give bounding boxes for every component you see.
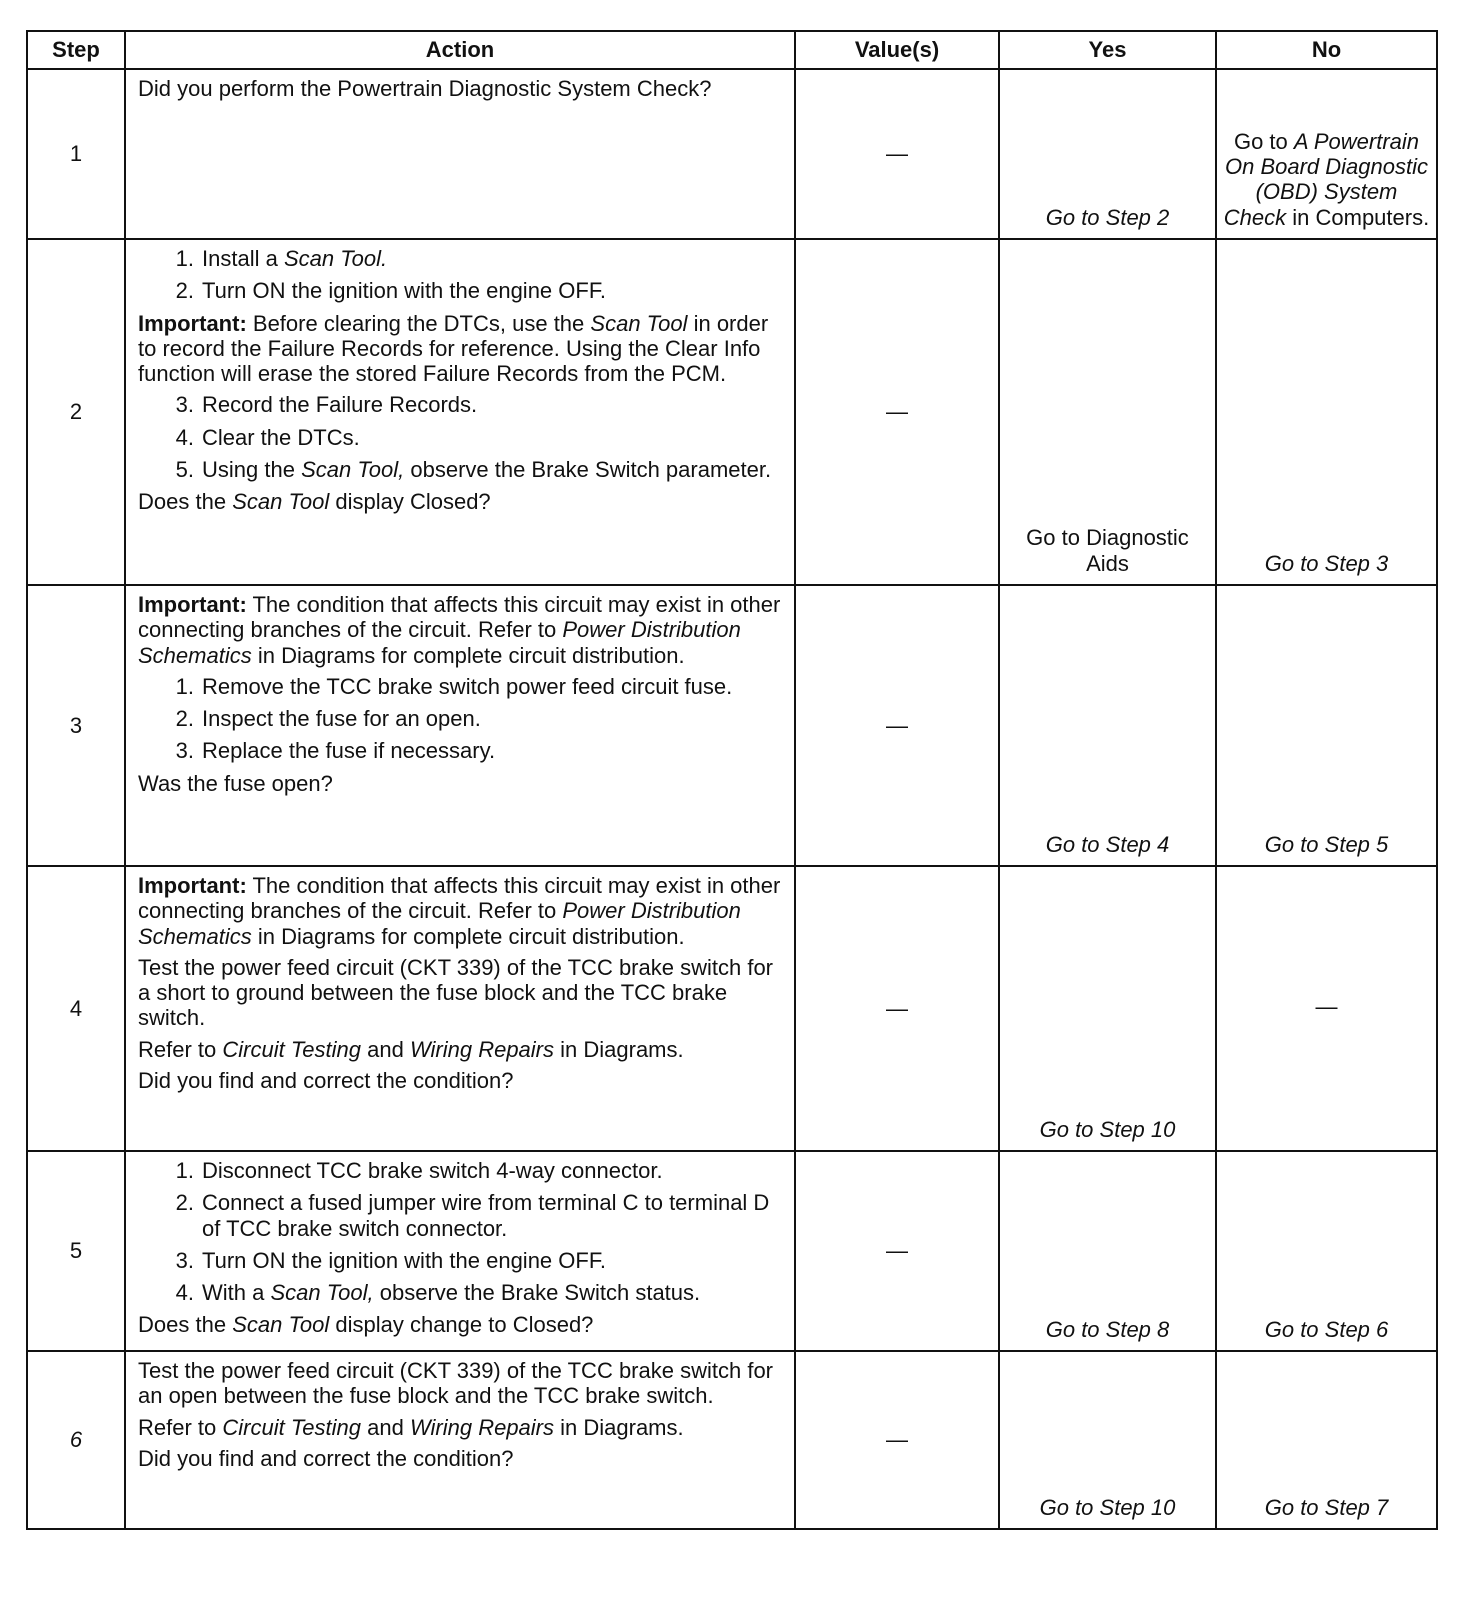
step-number: 3 [27,585,125,866]
list-item: 4. With a Scan Tool, observe the Brake Switch status. [175,1280,701,1306]
header-no: No [1216,31,1437,69]
step-number: 5 [27,1151,125,1351]
table-row [27,1351,1437,1529]
table-row [27,1151,1437,1351]
reference-note: Refer to Circuit Testing and Wiring Repairs in Diagrams. [138,1414,684,1440]
step-number: 4 [27,866,125,1151]
header-values: Value(s) [795,31,999,69]
list-item: 2. Turn ON the ignition with the engine OFF. [175,278,606,304]
yes-cell: Go to Diagnostic Aids [999,239,1216,585]
list-item: 3. Record the Failure Records. [175,392,478,418]
action-question: Does the Scan Tool display Closed? [138,489,491,515]
no-cell: Go to A Powertrain On Board Diagnostic (OBD) System Check in Computers. [1216,69,1437,239]
list-item: 5. Using the Scan Tool, observe the Brake Switch parameter. [175,457,772,483]
list-item: 2. Inspect the fuse for an open. [175,706,481,732]
table-row [27,585,1437,866]
no-cell: Go to Step 3 [1216,239,1437,585]
table-row [27,866,1437,1151]
yes-cell: Go to Step 4 [999,585,1216,866]
list-item: 1. Remove the TCC brake switch power feed circuit fuse. [175,673,733,699]
no-cell: — [1216,866,1437,1151]
yes-cell: Go to Step 10 [999,1351,1216,1529]
table-row [27,239,1437,585]
value-cell: — [795,69,999,239]
action-cell [125,866,795,1151]
value-cell: — [795,1351,999,1529]
table-row [27,69,1437,239]
action-paragraph: Test the power feed circuit (CKT 339) of the TCC brake switch for a short to ground between the fuse block and the TCC brake switch. [138,954,774,1031]
action-question: Did you perform the Powertrain Diagnostic System Check? [138,76,712,101]
important-note: Important: The condition that affects this circuit may exist in other connecting branches of the circuit. Refer to Power Distribution Schematics in Diagrams for complete circuit distribution. [138,873,781,949]
list-item: 1. Disconnect TCC brake switch 4-way connector. [175,1158,663,1183]
list-item: 1. Install a Scan Tool. [175,246,388,271]
value-cell: — [795,1151,999,1351]
diagnostic-table [26,30,1438,1530]
no-cell: Go to Step 7 [1216,1351,1437,1529]
action-question: Did you find and correct the condition? [138,1445,514,1471]
action-question: Was the fuse open? [138,770,333,796]
action-cell [125,69,795,239]
action-cell [125,1151,795,1351]
value-cell: — [795,866,999,1151]
step-number: 2 [27,239,125,585]
important-note: Important: The condition that affects this circuit may exist in other connecting branches of the circuit. Refer to Power Distribution Schematics in Diagrams for complete circuit distribution. [138,592,781,668]
list-item: 4. Clear the DTCs. [175,424,360,450]
no-cell: Go to Step 6 [1216,1151,1437,1351]
header-step: Step [27,31,125,69]
list-item: 2. Connect a fused jumper wire from terminal C to terminal D of TCC brake switch connector. [175,1190,770,1241]
list-item: 3. Replace the fuse if necessary. [175,738,496,764]
step-number: 1 [27,69,125,239]
action-question: Does the Scan Tool display change to Closed? [138,1312,594,1338]
list-item: 3. Turn ON the ignition with the engine OFF. [175,1247,606,1273]
action-paragraph: Test the power feed circuit (CKT 339) of the TCC brake switch for an open between the fuse block and the TCC brake switch. [138,1358,774,1409]
no-cell: Go to Step 5 [1216,585,1437,866]
action-cell [125,239,795,585]
value-cell: — [795,585,999,866]
yes-cell: Go to Step 10 [999,866,1216,1151]
yes-cell: Go to Step 8 [999,1151,1216,1351]
header-action: Action [125,31,795,69]
action-question: Did you find and correct the condition? [138,1068,514,1094]
reference-note: Refer to Circuit Testing and Wiring Repairs in Diagrams. [138,1036,684,1062]
header-yes: Yes [999,31,1216,69]
yes-cell: Go to Step 2 [999,69,1216,239]
action-cell [125,585,795,866]
important-note: Important: Before clearing the DTCs, use the Scan Tool in order to record the Failure Records for reference. Using the Clear Info function will erase the stored Failure Records from the PCM. [138,310,769,387]
step-number: 6 [27,1351,125,1529]
action-cell [125,1351,795,1529]
header-row [27,31,1437,69]
value-cell: — [795,239,999,585]
